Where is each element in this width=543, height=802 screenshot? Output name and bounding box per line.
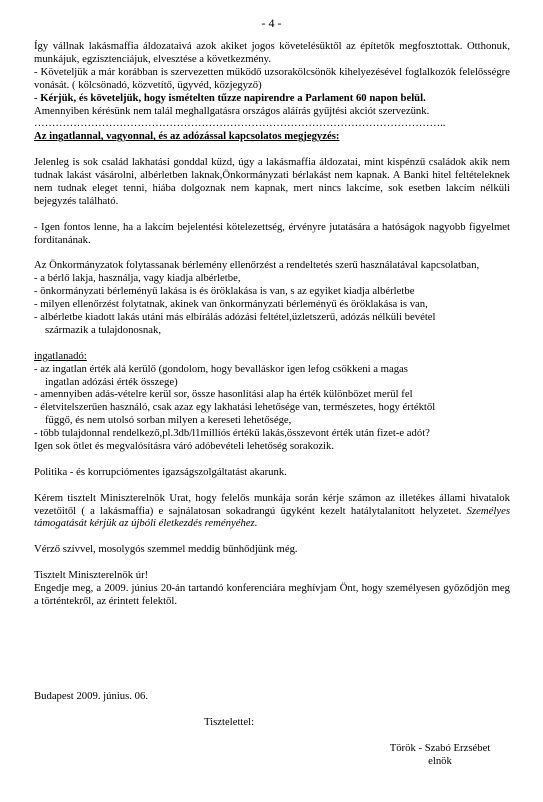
- request-paragraph: [34, 492, 510, 531]
- salutation: Tisztelt Miniszterelnök úr!: [34, 569, 149, 582]
- request-italic-text: Személyes támogatását kérjük az újbóli életkezdés reményéhez.: [34, 504, 510, 530]
- municipality-intro: Az Önkormányzatok folytassanak bérlemény ellenőrzést a rendeltetés szerű használatával kapcsolatban,: [34, 259, 480, 272]
- municipality-item: - milyen ellenőrzést folytatnak, akinek van önkormányzati bérleményű és öröklakása is van,: [34, 298, 428, 311]
- signature-campaign-line: Amennyiben kérésünk nem talál meghallgatásra országos aláírás gyűjtési akciót szervezünk.: [34, 104, 430, 117]
- section-heading: Az ingatlannal, vagyonnal, és az adózással kapcsolatos megjegyzés:: [34, 130, 340, 143]
- invitation-paragraph: Engedje meg, a 2009. június 20-án tartandó konferenciára meghívjam Önt, hogy személyesen győződjön meg a történtekről, az érintett felektől.: [34, 581, 510, 607]
- municipality-item: - a bérlő lakja, használja, vagy kiadja albérletbe,: [34, 272, 241, 285]
- request-text: Kérem tisztelt Miniszterelnök Urat, hogy felelős munkája során kérje számon az illetékes állami hivatalok vezetőitől ( a lakásmaffia) e sajnálatosan sokadrangú ügyként kezelt hatálytalanított helyzetet.: [34, 491, 510, 517]
- signature-name: Török - Szabó Erzsébet: [389, 742, 491, 754]
- parliament-demand: - Kérjük, és követeljük, hogy ismételten tűzze napirendre a Parlament 60 napon belül.: [34, 91, 426, 104]
- dotted-separator: ……………………………………………………………………………………………………..: [34, 117, 446, 130]
- page-number: - 4 -: [261, 16, 282, 30]
- justice-paragraph: Politika - és korrupciómentes igazságszolgáltatást akarunk.: [34, 465, 287, 478]
- address-registration-paragraph: - Igen fontos lenne, ha a lakcím bejelentési kötelezettség, érvényre jutatására a hatóságok nagyobb figyelmet fordítanának.: [34, 220, 510, 246]
- property-tax-title: ingatlanadó:: [34, 349, 87, 362]
- municipality-item: - önkormányzati bérleményű lakása is és öröklakása is van, s az egyiket kiadja albérletbe: [34, 285, 415, 298]
- property-tax-item: - életvitelszerűen használó, csak azaz egy lakhatási lehetősége van, természetes, hogy értéktől: [34, 401, 436, 414]
- property-tax-summary: Igen sok ötlet és megvalósításra váró adóbevételi lehetőség sorakozik.: [34, 440, 335, 453]
- property-tax-item: - az ingatlan érték alá kerülő (gondolom, hogy bevalláskor igen lefog csökkeni a magas: [34, 362, 408, 375]
- regards-line: Tisztelettel:: [204, 716, 255, 728]
- intro-paragraph: Így vállnak lakásmaffia áldozataivá azok akiket jogos követelésüktől az építetők megfosztottak. Otthonuk, munkájuk, egzisztenciájuk, elvesztése a következmény.: [34, 40, 510, 65]
- municipality-item: származik a tulajdonosnak,: [45, 323, 162, 336]
- document-body: [34, 40, 510, 608]
- property-tax-item: ingatlan adózási érték összege): [45, 375, 178, 388]
- signature-block: [370, 742, 510, 768]
- property-tax-item: - több tulajdonnal rendelkező,pl.3db/l1millíós értékű lakás,összevont érték után fizet-e adót?: [34, 427, 430, 440]
- bleeding-heart-line: Vérző szívvel, mosolygós szemmel meddig bűnhődjünk még.: [34, 543, 298, 556]
- demand-paragraph: - Követeljük a már korábban is szervezetten működő uzsorakölcsönök kihelyezésével foglalkozók felelősségre vonását. ( kölcsönadó, közvetítő, ügyvéd, közjegyző): [34, 65, 510, 91]
- property-tax-item: függő, és nem utolsó sorban milyen a kereseti lehetősége,: [45, 414, 292, 427]
- municipality-item: - albérletbe kiadott lakás utáni más elbírálás adózási feltétel,üzletszerű, adózás nélküli bevétel: [34, 310, 436, 323]
- housing-paragraph: Jelenleg is sok család lakhatási gonddal küzd, úgy a lakásmaffia áldozatai, mint kispénzű családok akik nem tudnak lakást vásárolni, albérletben laknak,Önkormányzati bérlakást nem kapnak. A Banki hitel feltételeknek nem tudnak eleget tenni, hiába dolgoznak nem kapnak, mert nincs lakcíme, sok esetben lakcím nélküli bejegyzés található.: [34, 156, 510, 207]
- date-line: Budapest 2009. június. 06.: [34, 690, 148, 702]
- property-tax-item: - amennyiben adás-vételre kerül sor, össze hasonlítási alap ha érték különbözet merül fel: [34, 388, 413, 401]
- signature-title: elnök: [428, 755, 452, 767]
